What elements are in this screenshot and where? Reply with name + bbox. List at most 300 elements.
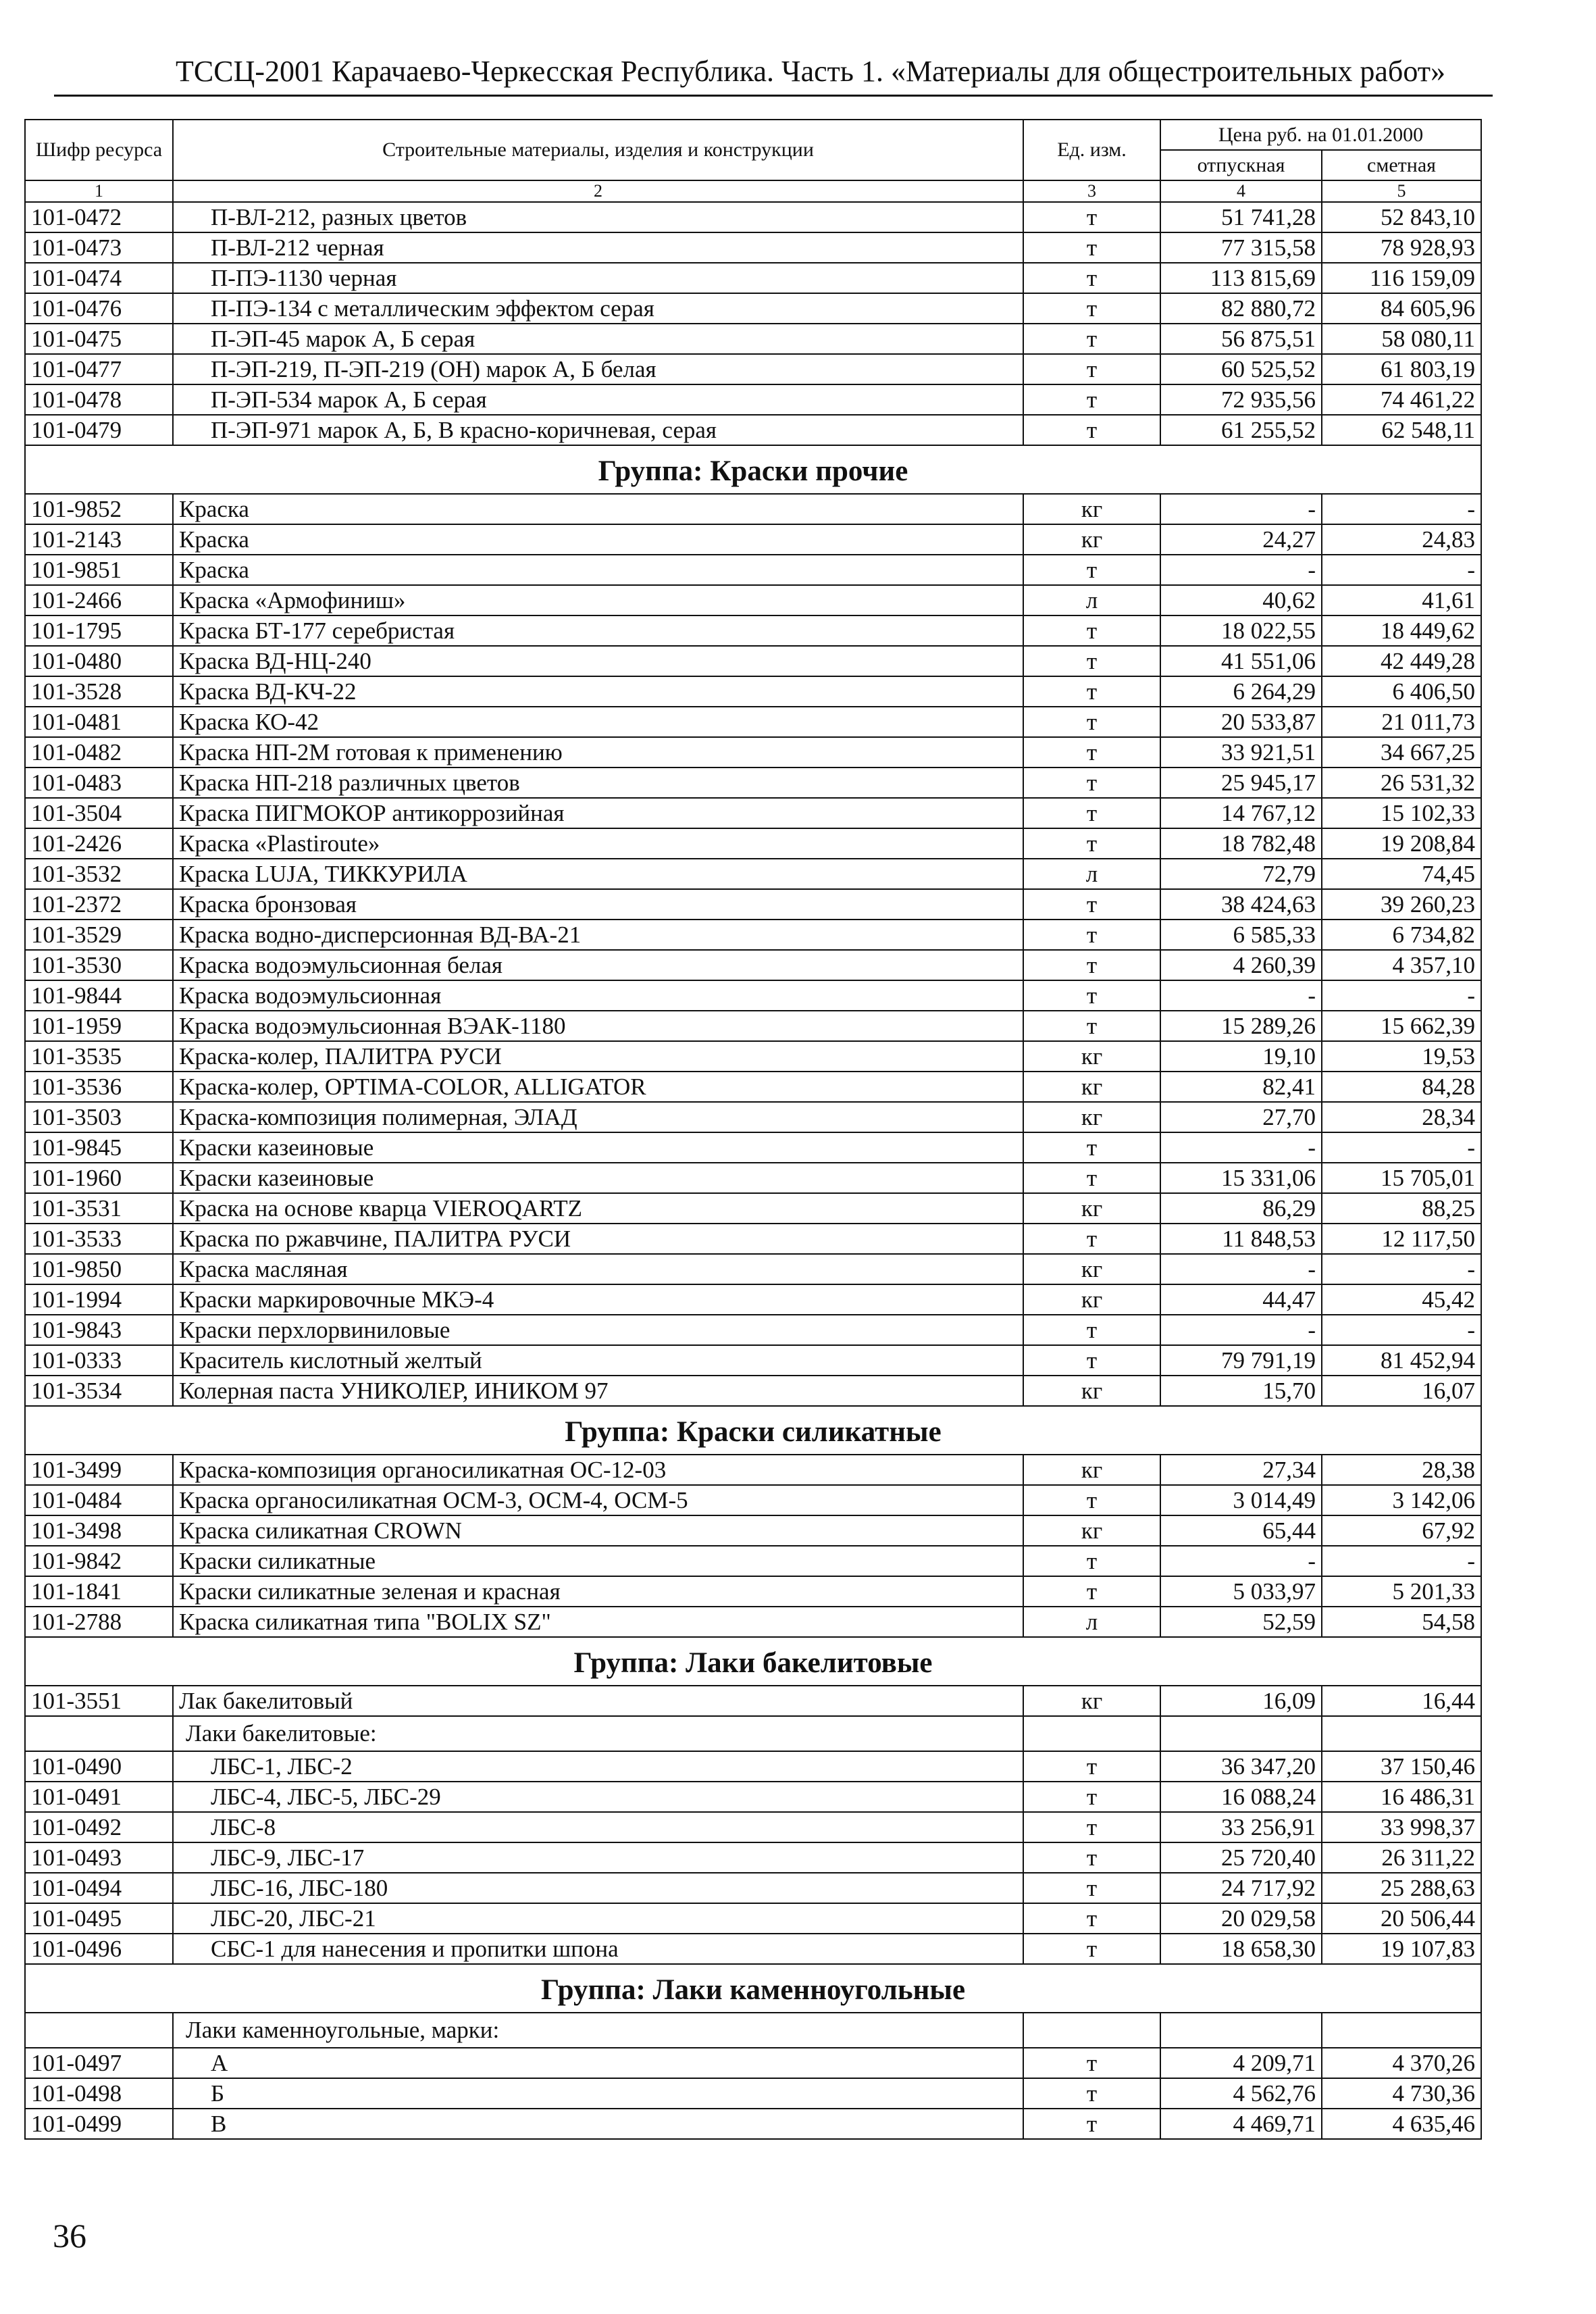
table-row <box>25 555 1481 585</box>
group-heading-row <box>25 1637 1481 1686</box>
release-price: 15 331,06 <box>1160 1163 1322 1193</box>
col-header-price: Цена руб. на 01.01.2000 <box>1160 120 1481 150</box>
material-name: ЛБС-9, ЛБС-17 <box>173 1842 1023 1873</box>
empty-cell <box>1322 1716 1481 1751</box>
unit-cell: т <box>1023 1345 1160 1376</box>
material-name: Краска ПИГМОКОР антикоррозийная <box>173 798 1023 828</box>
table-row <box>25 2109 1481 2139</box>
release-price: - <box>1160 980 1322 1011</box>
release-price: 24,27 <box>1160 524 1322 555</box>
resource-code: 101-0498 <box>25 2078 173 2109</box>
estimate-price: 26 531,32 <box>1322 768 1481 798</box>
subheading-label: Лаки каменноугольные, марки: <box>173 2013 1023 2048</box>
table-row <box>25 1455 1481 1485</box>
resource-code: 101-3531 <box>25 1193 173 1224</box>
group-title: Группа: Краски силикатные <box>25 1406 1481 1455</box>
unit-cell: т <box>1023 1011 1160 1041</box>
table-row <box>25 950 1481 980</box>
release-price: 60 525,52 <box>1160 354 1322 384</box>
unit-cell: т <box>1023 707 1160 737</box>
material-name: П-ЭП-971 марок А, Б, В красно-коричневая, серая <box>173 415 1023 445</box>
resource-code: 101-0499 <box>25 2109 173 2139</box>
group-title: Группа: Лаки каменноугольные <box>25 1964 1481 2013</box>
table-row <box>25 676 1481 707</box>
table-body <box>25 202 1481 2139</box>
unit-cell: т <box>1023 615 1160 646</box>
table-row <box>25 1485 1481 1515</box>
resource-code: 101-3532 <box>25 859 173 889</box>
unit-cell: кг <box>1023 1376 1160 1406</box>
release-price: - <box>1160 494 1322 524</box>
unit-cell: кг <box>1023 1455 1160 1485</box>
estimate-price: 4 730,36 <box>1322 2078 1481 2109</box>
unit-cell: л <box>1023 859 1160 889</box>
estimate-price: 15 705,01 <box>1322 1163 1481 1193</box>
estimate-price: - <box>1322 1546 1481 1576</box>
table-row <box>25 1315 1481 1345</box>
group-heading-row <box>25 1406 1481 1455</box>
table-row <box>25 798 1481 828</box>
resource-code: 101-0480 <box>25 646 173 676</box>
resource-code: 101-0484 <box>25 1485 173 1515</box>
release-price: - <box>1160 555 1322 585</box>
material-name: Колерная паста УНИКОЛЕР, ИНИКОМ 97 <box>173 1376 1023 1406</box>
table-row <box>25 1515 1481 1546</box>
resource-code: 101-3529 <box>25 920 173 950</box>
unit-cell: т <box>1023 1903 1160 1934</box>
estimate-price: 19 208,84 <box>1322 828 1481 859</box>
table-row <box>25 1903 1481 1934</box>
estimate-price: 4 357,10 <box>1322 950 1481 980</box>
material-name: В <box>173 2109 1023 2139</box>
material-name: Краска-композиция полимерная, ЭЛАД <box>173 1102 1023 1132</box>
material-name: Краска <box>173 555 1023 585</box>
estimate-price: 41,61 <box>1322 585 1481 615</box>
estimate-price: 18 449,62 <box>1322 615 1481 646</box>
release-price: 82,41 <box>1160 1072 1322 1102</box>
release-price: 4 562,76 <box>1160 2078 1322 2109</box>
unit-cell: т <box>1023 646 1160 676</box>
estimate-price: 12 117,50 <box>1322 1224 1481 1254</box>
material-name: П-ВЛ-212, разных цветов <box>173 202 1023 232</box>
resource-code: 101-2143 <box>25 524 173 555</box>
release-price: 52,59 <box>1160 1607 1322 1637</box>
table-row <box>25 415 1481 445</box>
material-name: П-ПЭ-1130 черная <box>173 263 1023 293</box>
table-row <box>25 1072 1481 1102</box>
resource-code: 101-1994 <box>25 1284 173 1315</box>
col-header-name: Строительные материалы, изделия и конструкции <box>173 120 1023 180</box>
release-price: 65,44 <box>1160 1515 1322 1546</box>
header-rule <box>54 95 1493 97</box>
estimate-price: 4 370,26 <box>1322 2048 1481 2078</box>
resource-code: 101-3536 <box>25 1072 173 1102</box>
resource-code: 101-3498 <box>25 1515 173 1546</box>
col-number: 4 <box>1160 180 1322 202</box>
release-price: 33 256,91 <box>1160 1812 1322 1842</box>
material-name: Краска по ржавчине, ПАЛИТРА РУСИ <box>173 1224 1023 1254</box>
resource-code: 101-0474 <box>25 263 173 293</box>
table-row <box>25 980 1481 1011</box>
material-name: П-ЭП-219, П-ЭП-219 (ОН) марок А, Б белая <box>173 354 1023 384</box>
resource-code: 101-0493 <box>25 1842 173 1873</box>
resource-code: 101-0482 <box>25 737 173 768</box>
release-price: 15,70 <box>1160 1376 1322 1406</box>
release-price: 72,79 <box>1160 859 1322 889</box>
release-price: 27,70 <box>1160 1102 1322 1132</box>
release-price: 16 088,24 <box>1160 1782 1322 1812</box>
material-name: Краска водно-дисперсионная ВД-ВА-21 <box>173 920 1023 950</box>
table-row <box>25 737 1481 768</box>
table-row <box>25 1132 1481 1163</box>
table-row <box>25 1163 1481 1193</box>
material-name: Краска БТ-177 серебристая <box>173 615 1023 646</box>
release-price: 36 347,20 <box>1160 1751 1322 1782</box>
material-name: Краска водоэмульсионная <box>173 980 1023 1011</box>
table-row <box>25 1576 1481 1607</box>
unit-cell: т <box>1023 415 1160 445</box>
table-row <box>25 1751 1481 1782</box>
material-name: Краски маркировочные МКЭ-4 <box>173 1284 1023 1315</box>
group-heading-row <box>25 445 1481 494</box>
material-name: Б <box>173 2078 1023 2109</box>
resource-code: 101-1960 <box>25 1163 173 1193</box>
empty-cell <box>1023 2013 1160 2048</box>
material-name: П-ЭП-534 марок А, Б серая <box>173 384 1023 415</box>
estimate-price: 15 102,33 <box>1322 798 1481 828</box>
material-name: Краска силикатная CROWN <box>173 1515 1023 1546</box>
unit-cell: л <box>1023 585 1160 615</box>
empty-cell <box>25 2013 173 2048</box>
table-row <box>25 1193 1481 1224</box>
unit-cell: т <box>1023 1546 1160 1576</box>
unit-cell: т <box>1023 1163 1160 1193</box>
resource-code: 101-0479 <box>25 415 173 445</box>
unit-cell: т <box>1023 324 1160 354</box>
release-price: 40,62 <box>1160 585 1322 615</box>
release-price: 20 533,87 <box>1160 707 1322 737</box>
col-header-code: Шифр ресурса <box>25 120 173 180</box>
estimate-price: 78 928,93 <box>1322 232 1481 263</box>
unit-cell: т <box>1023 1224 1160 1254</box>
page-header-title: ТССЦ-2001 Карачаево-Черкесская Республика. Часть 1. «Материалы для общестроительных работ» <box>176 55 1445 88</box>
estimate-price: 67,92 <box>1322 1515 1481 1546</box>
resource-code: 101-0491 <box>25 1782 173 1812</box>
group-heading-row <box>25 1964 1481 2013</box>
material-name: Краска «Армофиниш» <box>173 585 1023 615</box>
material-name: Краска водоэмульсионная ВЭАК-1180 <box>173 1011 1023 1041</box>
release-price: 19,10 <box>1160 1041 1322 1072</box>
unit-cell: т <box>1023 1576 1160 1607</box>
table-row <box>25 1376 1481 1406</box>
table-row <box>25 354 1481 384</box>
material-name: П-ВЛ-212 черная <box>173 232 1023 263</box>
estimate-price: 52 843,10 <box>1322 202 1481 232</box>
release-price: 14 767,12 <box>1160 798 1322 828</box>
unit-cell: т <box>1023 263 1160 293</box>
table-row <box>25 889 1481 920</box>
col-number: 3 <box>1023 180 1160 202</box>
unit-cell: кг <box>1023 1072 1160 1102</box>
table-row <box>25 1546 1481 1576</box>
material-name: Лак бакелитовый <box>173 1686 1023 1716</box>
resource-code: 101-2426 <box>25 828 173 859</box>
unit-cell: т <box>1023 1934 1160 1964</box>
resource-code: 101-2372 <box>25 889 173 920</box>
unit-cell: кг <box>1023 494 1160 524</box>
estimate-price: 37 150,46 <box>1322 1751 1481 1782</box>
group-title: Группа: Краски прочие <box>25 445 1481 494</box>
material-name: Краски казеиновые <box>173 1132 1023 1163</box>
material-name: Краска <box>173 494 1023 524</box>
release-price: 79 791,19 <box>1160 1345 1322 1376</box>
col-header-unit: Ед. изм. <box>1023 120 1160 180</box>
resource-code: 101-9845 <box>25 1132 173 1163</box>
unit-cell: т <box>1023 768 1160 798</box>
release-price: 56 875,51 <box>1160 324 1322 354</box>
estimate-price: 81 452,94 <box>1322 1345 1481 1376</box>
material-name: ЛБС-8 <box>173 1812 1023 1842</box>
table-row <box>25 646 1481 676</box>
release-price: 4 209,71 <box>1160 2048 1322 2078</box>
subheading-row <box>25 2013 1481 2048</box>
resource-code: 101-1959 <box>25 1011 173 1041</box>
unit-cell: т <box>1023 1751 1160 1782</box>
estimate-price: 26 311,22 <box>1322 1842 1481 1873</box>
estimate-price: - <box>1322 555 1481 585</box>
table-row <box>25 1873 1481 1903</box>
resource-code: 101-3499 <box>25 1455 173 1485</box>
resource-code: 101-9852 <box>25 494 173 524</box>
estimate-price: 5 201,33 <box>1322 1576 1481 1607</box>
table-row <box>25 202 1481 232</box>
table-row <box>25 1041 1481 1072</box>
material-name: Краска-колер, OPTIMA-COLOR, ALLIGATOR <box>173 1072 1023 1102</box>
table-row <box>25 1812 1481 1842</box>
release-price: 11 848,53 <box>1160 1224 1322 1254</box>
table-row <box>25 768 1481 798</box>
group-title: Группа: Лаки бакелитовые <box>25 1637 1481 1686</box>
estimate-price: - <box>1322 1254 1481 1284</box>
estimate-price: 6 406,50 <box>1322 676 1481 707</box>
empty-cell <box>1322 2013 1481 2048</box>
table-row <box>25 920 1481 950</box>
estimate-price: 6 734,82 <box>1322 920 1481 950</box>
unit-cell: кг <box>1023 1193 1160 1224</box>
table-row <box>25 1934 1481 1964</box>
estimate-price: 19,53 <box>1322 1041 1481 1072</box>
release-price: 5 033,97 <box>1160 1576 1322 1607</box>
release-price: 33 921,51 <box>1160 737 1322 768</box>
table-row <box>25 1284 1481 1315</box>
estimate-price: 74 461,22 <box>1322 384 1481 415</box>
estimate-price: 4 635,46 <box>1322 2109 1481 2139</box>
estimate-price: 16,44 <box>1322 1686 1481 1716</box>
release-price: 6 585,33 <box>1160 920 1322 950</box>
resource-code: 101-9842 <box>25 1546 173 1576</box>
release-price: - <box>1160 1546 1322 1576</box>
resource-code: 101-0473 <box>25 232 173 263</box>
release-price: 18 022,55 <box>1160 615 1322 646</box>
resource-code: 101-3534 <box>25 1376 173 1406</box>
table-row <box>25 585 1481 615</box>
estimate-price: 19 107,83 <box>1322 1934 1481 1964</box>
resource-code: 101-2466 <box>25 585 173 615</box>
estimate-price: 34 667,25 <box>1322 737 1481 768</box>
release-price: 86,29 <box>1160 1193 1322 1224</box>
unit-cell: кг <box>1023 1041 1160 1072</box>
resource-code: 101-3504 <box>25 798 173 828</box>
material-name: Краска ВД-КЧ-22 <box>173 676 1023 707</box>
resource-code: 101-0333 <box>25 1345 173 1376</box>
unit-cell: т <box>1023 202 1160 232</box>
table-row <box>25 384 1481 415</box>
material-name: Краситель кислотный желтый <box>173 1345 1023 1376</box>
resource-code: 101-0496 <box>25 1934 173 1964</box>
material-name: Краски силикатные зеленая и красная <box>173 1576 1023 1607</box>
estimate-price: 15 662,39 <box>1322 1011 1481 1041</box>
resource-code: 101-0472 <box>25 202 173 232</box>
resource-code: 101-0494 <box>25 1873 173 1903</box>
material-name: СБС-1 для нанесения и пропитки шпона <box>173 1934 1023 1964</box>
unit-cell: кг <box>1023 1686 1160 1716</box>
resource-code: 101-1841 <box>25 1576 173 1607</box>
release-price: 24 717,92 <box>1160 1873 1322 1903</box>
material-name: ЛБС-16, ЛБС-180 <box>173 1873 1023 1903</box>
unit-cell: т <box>1023 676 1160 707</box>
resource-code: 101-0476 <box>25 293 173 324</box>
resource-code: 101-9843 <box>25 1315 173 1345</box>
resource-code: 101-0490 <box>25 1751 173 1782</box>
unit-cell: т <box>1023 920 1160 950</box>
col-number: 1 <box>25 180 173 202</box>
release-price: 20 029,58 <box>1160 1903 1322 1934</box>
col-header-estimate-price: сметная <box>1322 150 1481 180</box>
table-row <box>25 859 1481 889</box>
unit-cell: т <box>1023 1132 1160 1163</box>
table-row <box>25 1011 1481 1041</box>
resource-code: 101-0475 <box>25 324 173 354</box>
release-price: 4 469,71 <box>1160 2109 1322 2139</box>
release-price: 3 014,49 <box>1160 1485 1322 1515</box>
material-name: ЛБС-4, ЛБС-5, ЛБС-29 <box>173 1782 1023 1812</box>
unit-cell: т <box>1023 2048 1160 2078</box>
material-name: Краска НП-2М готовая к применению <box>173 737 1023 768</box>
resource-code: 101-9844 <box>25 980 173 1011</box>
unit-cell: т <box>1023 354 1160 384</box>
table-row <box>25 1842 1481 1873</box>
release-price: 4 260,39 <box>1160 950 1322 980</box>
resource-code: 101-3503 <box>25 1102 173 1132</box>
release-price: 6 264,29 <box>1160 676 1322 707</box>
estimate-price: 88,25 <box>1322 1193 1481 1224</box>
release-price: 25 945,17 <box>1160 768 1322 798</box>
release-price: - <box>1160 1315 1322 1345</box>
table-row <box>25 1102 1481 1132</box>
table-row <box>25 263 1481 293</box>
empty-cell <box>1160 1716 1322 1751</box>
unit-cell: т <box>1023 798 1160 828</box>
unit-cell: т <box>1023 737 1160 768</box>
material-name: Краски перхлорвиниловые <box>173 1315 1023 1345</box>
resource-code: 101-1795 <box>25 615 173 646</box>
unit-cell: кг <box>1023 1515 1160 1546</box>
col-number: 5 <box>1322 180 1481 202</box>
estimate-price: 84 605,96 <box>1322 293 1481 324</box>
unit-cell: т <box>1023 980 1160 1011</box>
table-row <box>25 2078 1481 2109</box>
estimate-price: 42 449,28 <box>1322 646 1481 676</box>
resource-code: 101-9850 <box>25 1254 173 1284</box>
release-price: 41 551,06 <box>1160 646 1322 676</box>
material-name: Краска ВД-НЦ-240 <box>173 646 1023 676</box>
estimate-price: 21 011,73 <box>1322 707 1481 737</box>
unit-cell: т <box>1023 1782 1160 1812</box>
table-row <box>25 1345 1481 1376</box>
col-header-release-price: отпускная <box>1160 150 1322 180</box>
unit-cell: т <box>1023 555 1160 585</box>
release-price: 38 424,63 <box>1160 889 1322 920</box>
unit-cell: т <box>1023 2078 1160 2109</box>
material-name: Краски казеиновые <box>173 1163 1023 1193</box>
table-row <box>25 324 1481 354</box>
release-price: 72 935,56 <box>1160 384 1322 415</box>
release-price: 18 782,48 <box>1160 828 1322 859</box>
material-name: Краска водоэмульсионная белая <box>173 950 1023 980</box>
unit-cell: т <box>1023 1812 1160 1842</box>
material-name: Краска масляная <box>173 1254 1023 1284</box>
resource-code: 101-0483 <box>25 768 173 798</box>
unit-cell: кг <box>1023 1254 1160 1284</box>
release-price: 77 315,58 <box>1160 232 1322 263</box>
estimate-price: 33 998,37 <box>1322 1812 1481 1842</box>
unit-cell: т <box>1023 1485 1160 1515</box>
material-name: Краска бронзовая <box>173 889 1023 920</box>
unit-cell: т <box>1023 1842 1160 1873</box>
material-name: Краска-колер, ПАЛИТРА РУСИ <box>173 1041 1023 1072</box>
empty-cell <box>25 1716 173 1751</box>
material-name: Краска LUJA, ТИККУРИЛА <box>173 859 1023 889</box>
unit-cell: т <box>1023 889 1160 920</box>
estimate-price: 58 080,11 <box>1322 324 1481 354</box>
material-name: Краска КО-42 <box>173 707 1023 737</box>
table-row <box>25 293 1481 324</box>
unit-cell: т <box>1023 293 1160 324</box>
material-name: Краска силикатная типа "BOLIX SZ" <box>173 1607 1023 1637</box>
unit-cell: т <box>1023 1315 1160 1345</box>
resource-code: 101-0478 <box>25 384 173 415</box>
release-price: - <box>1160 1132 1322 1163</box>
estimate-price: 3 142,06 <box>1322 1485 1481 1515</box>
resource-code: 101-3551 <box>25 1686 173 1716</box>
release-price: 25 720,40 <box>1160 1842 1322 1873</box>
estimate-price: 24,83 <box>1322 524 1481 555</box>
resource-code: 101-3535 <box>25 1041 173 1072</box>
unit-cell: л <box>1023 1607 1160 1637</box>
estimate-price: 62 548,11 <box>1322 415 1481 445</box>
release-price: - <box>1160 1254 1322 1284</box>
release-price: 51 741,28 <box>1160 202 1322 232</box>
unit-cell: кг <box>1023 524 1160 555</box>
material-name: П-ПЭ-134 с металлическим эффектом серая <box>173 293 1023 324</box>
table-row <box>25 1224 1481 1254</box>
unit-cell: т <box>1023 1873 1160 1903</box>
material-name: ЛБС-20, ЛБС-21 <box>173 1903 1023 1934</box>
resource-code: 101-0495 <box>25 1903 173 1934</box>
table-row <box>25 707 1481 737</box>
estimate-price: 25 288,63 <box>1322 1873 1481 1903</box>
estimate-price: - <box>1322 980 1481 1011</box>
